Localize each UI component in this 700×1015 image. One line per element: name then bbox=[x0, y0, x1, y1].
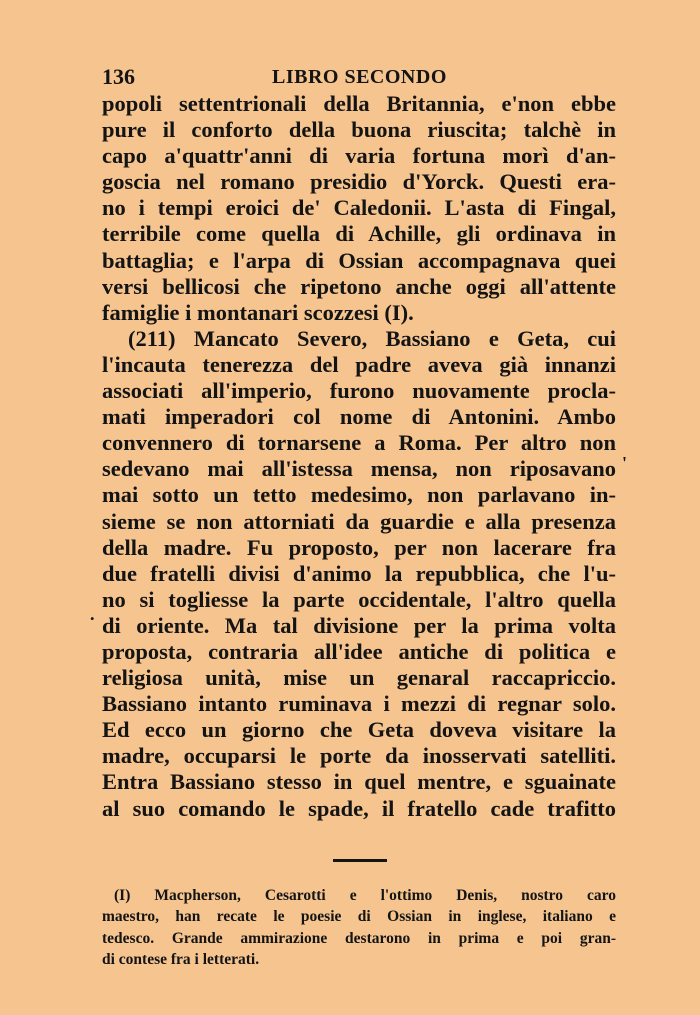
text-line: associati all'imperio, furono nuovamente procla- bbox=[102, 378, 616, 404]
running-head: LIBRO SECONDO bbox=[272, 66, 447, 88]
text-line: madre, occuparsi le porte da inosservati satelliti. bbox=[102, 743, 616, 769]
text-line: l'incauta tenerezza del padre aveva già innanzi bbox=[102, 351, 616, 377]
text-line: (211) Mancato Severo, Bassiano e Geta, cui bbox=[128, 325, 616, 351]
footnote-line: (I) Macpherson, Cesarotti e l'ottimo Denis, nostro caro bbox=[114, 887, 616, 904]
text-line: famiglie i montanari scozzesi (I). bbox=[102, 299, 414, 325]
text-line: due fratelli divisi d'animo la repubblica, che l'u- bbox=[102, 560, 616, 586]
main-text bbox=[102, 91, 616, 822]
text-line: Ed ecco un giorno che Geta doveva visitare la bbox=[102, 717, 616, 743]
margin-tick-mark: ' bbox=[622, 453, 628, 473]
text-line: di oriente. Ma tal divisione per la prima volta bbox=[102, 612, 616, 638]
text-line: sieme se non attorniati da guardie e alla presenza bbox=[102, 508, 616, 534]
footnote-separator bbox=[333, 859, 387, 862]
footnote-line: tedesco. Grande ammirazione destarono in prima e poi gran- bbox=[102, 929, 616, 947]
text-line: battaglia; e l'arpa di Ossian accompagnava quei bbox=[102, 247, 616, 273]
text-line: proposta, contraria all'idee antiche di politica e bbox=[102, 638, 616, 664]
margin-dot-mark: . bbox=[90, 604, 95, 624]
text-line: della madre. Fu proposto, per non lacerare fra bbox=[102, 534, 616, 560]
text-line: pure il conforto della buona riuscita; talchè in bbox=[102, 117, 616, 143]
page-header bbox=[102, 60, 616, 94]
text-line: popoli settentrionali della Britannia, e'non ebbe bbox=[102, 91, 616, 116]
text-line: mai sotto un tetto medesimo, non parlavano in- bbox=[102, 482, 616, 508]
text-line: convennero di tornarsene a Roma. Per altro non bbox=[102, 430, 616, 456]
footnotes bbox=[102, 885, 616, 970]
text-line: capo a'quattr'anni di varia fortuna morì d'an- bbox=[102, 143, 616, 169]
text-line: versi bellicosi che ripetono anche oggi all'attente bbox=[102, 273, 616, 299]
text-line: Bassiano intanto ruminava i mezzi di regnar solo. bbox=[102, 691, 616, 717]
text-line: no i tempi eroici de' Caledonii. L'asta di Fingal, bbox=[102, 195, 616, 221]
text-line: Entra Bassiano stesso in quel mentre, e sguainate bbox=[102, 769, 616, 795]
footnote-line: maestro, han recate le poesie di Ossian in inglese, italiano e bbox=[102, 908, 616, 926]
text-line: al suo comando le spade, il fratello cade trafitto bbox=[102, 795, 616, 821]
text-line: no si togliesse la parte occidentale, l'altro quella bbox=[102, 586, 616, 612]
footnote-line: di contese fra i letterati. bbox=[102, 950, 260, 968]
page-number: 136 bbox=[102, 64, 135, 89]
text-line: sedevano mai all'istessa mensa, non riposavano bbox=[102, 456, 616, 482]
text-line: goscia nel romano presidio d'Yorck. Questi era- bbox=[102, 169, 616, 195]
text-line: terribile come quella di Achille, gli ordinava in bbox=[102, 221, 616, 247]
text-line: religiosa unità, mise un genaral raccapriccio. bbox=[102, 665, 616, 691]
text-line: mati imperadori col nome di Antonini. Ambo bbox=[102, 404, 616, 430]
